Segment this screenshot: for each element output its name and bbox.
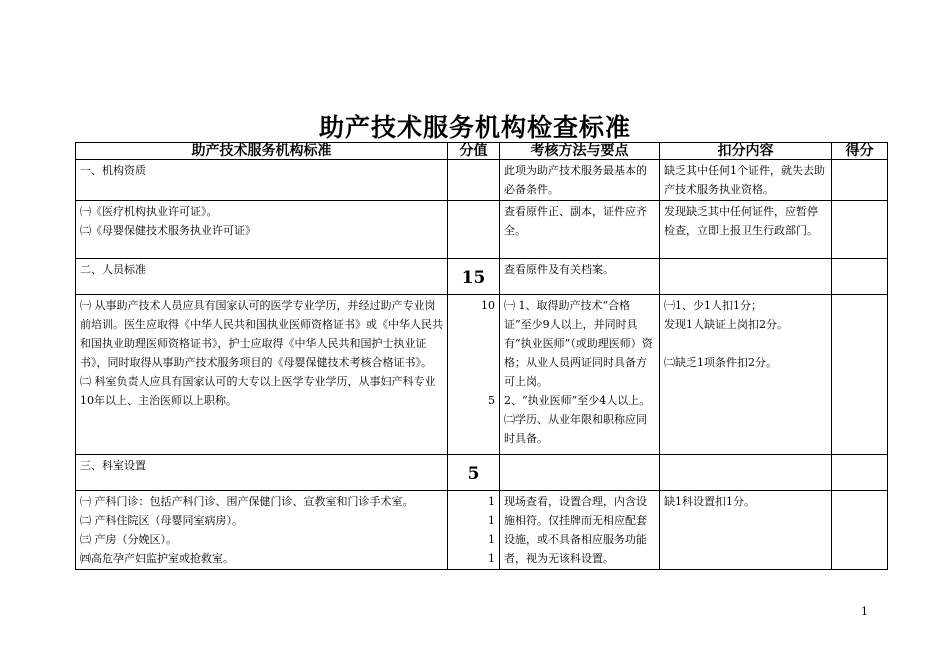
standard-item: ㈡《母婴保健技术服务执业许可证》 <box>80 224 256 237</box>
earned-cell <box>832 455 888 491</box>
score-cell <box>448 201 500 259</box>
header-method: 考核方法与要点 <box>500 143 660 160</box>
score-value: 1 <box>488 514 495 527</box>
score-value: 1 <box>488 552 495 565</box>
score-cell <box>448 295 500 455</box>
standard-item: ㈢ 产房（分娩区）。 <box>80 533 177 546</box>
standard-cell: 三、科室设置 <box>76 455 448 491</box>
header-earned: 得分 <box>832 143 888 160</box>
score-value: 5 <box>488 394 495 407</box>
table-header-row <box>76 143 888 160</box>
score-cell: 15 <box>448 259 500 295</box>
deduction-item: ㈡缺乏1项条件扣2分。 <box>664 356 777 369</box>
standard-cell: 一、机构资质 <box>76 160 448 201</box>
deduction-item: 发现1人缺证上岗扣2分。 <box>664 318 788 331</box>
earned-cell <box>832 259 888 295</box>
earned-cell <box>832 160 888 201</box>
method-cell <box>500 455 660 491</box>
method-item: 2、“执业医师”至少4人以上。 <box>504 394 651 407</box>
earned-cell <box>832 201 888 259</box>
standard-cell <box>76 295 448 455</box>
earned-cell <box>832 491 888 570</box>
table-row <box>76 259 888 295</box>
standard-item: ㈠ 从事助产技术人员应具有国家认可的医学专业学历，并经过助产专业岗前培训。医生应取得《中华人民共和国执业医师资格证书》或《中华人民共和国执业助理医师资格证书》，护士应取得《中华人民共和国护士执业证书》，同时取得从事助产技术服务项目的《母婴保健技术考核合格证书》。 <box>80 299 443 369</box>
table-row <box>76 201 888 259</box>
score-value: 1 <box>488 495 495 508</box>
score-cell <box>448 491 500 570</box>
table-row <box>76 491 888 570</box>
inspection-standard-table <box>75 142 888 570</box>
score-cell: 5 <box>448 455 500 491</box>
method-cell <box>500 295 660 455</box>
header-standard: 助产技术服务机构标准 <box>76 143 448 160</box>
method-cell: 现场查看，设置合理，内含设施相符。仅挂牌而无相应配套设施，或不具备相应服务功能者，视为无该科设置。 <box>500 491 660 570</box>
method-cell: 此项为助产技术服务最基本的必备条件。 <box>500 160 660 201</box>
deduction-item: ㈠1、少1人扣1分； <box>664 299 762 312</box>
method-cell: 查看原件及有关档案。 <box>500 259 660 295</box>
method-item: ㈠ 1、取得助产技术“合格证”至少9人以上，并同时具有“执业医师”（或助理医师）资格；从业人员两证同时具备方可上岗。 <box>504 299 653 388</box>
header-deduction: 扣分内容 <box>660 143 832 160</box>
method-cell: 查看原件正、副本，证件应齐全。 <box>500 201 660 259</box>
standard-item: ㈠ 产科门诊：包括产科门诊、围产保健门诊、宣教室和门诊手术室。 <box>80 495 414 508</box>
score-cell <box>448 160 500 201</box>
deduction-cell: 缺乏其中任何1个证件，就失去助产技术服务执业资格。 <box>660 160 832 201</box>
table-row <box>76 455 888 491</box>
deduction-cell <box>660 295 832 455</box>
standard-item: ㈠《医疗机构执业许可证》。 <box>80 205 218 218</box>
deduction-cell: 缺1科设置扣1分。 <box>660 491 832 570</box>
table-row <box>76 295 888 455</box>
standard-cell: 二、人员标准 <box>76 259 448 295</box>
deduction-cell: 发现缺乏其中任何证件，应暂停检查，立即上报卫生行政部门。 <box>660 201 832 259</box>
standard-cell <box>76 201 448 259</box>
page-number: 1 <box>861 605 868 618</box>
standard-item: ㈡ 科室负责人应具有国家认可的大专以上医学专业学历，从事妇产科专业10年以上、主治医师以上职称。 <box>80 375 436 407</box>
standard-item: ㈣高危孕产妇监护室或抢救室。 <box>80 552 234 565</box>
score-value: 1 <box>488 533 495 546</box>
header-score: 分值 <box>448 143 500 160</box>
deduction-cell <box>660 455 832 491</box>
earned-cell <box>832 295 888 455</box>
deduction-cell <box>660 259 832 295</box>
standard-item: ㈡ 产科住院区（母婴同室病房）。 <box>80 514 243 527</box>
score-value: 10 <box>481 299 495 312</box>
standard-cell <box>76 491 448 570</box>
method-item: ㈡学历、从业年限和职称应同时具备。 <box>504 413 647 445</box>
table-row <box>76 160 888 201</box>
document-title: 助产技术服务机构检查标准 <box>318 113 631 142</box>
